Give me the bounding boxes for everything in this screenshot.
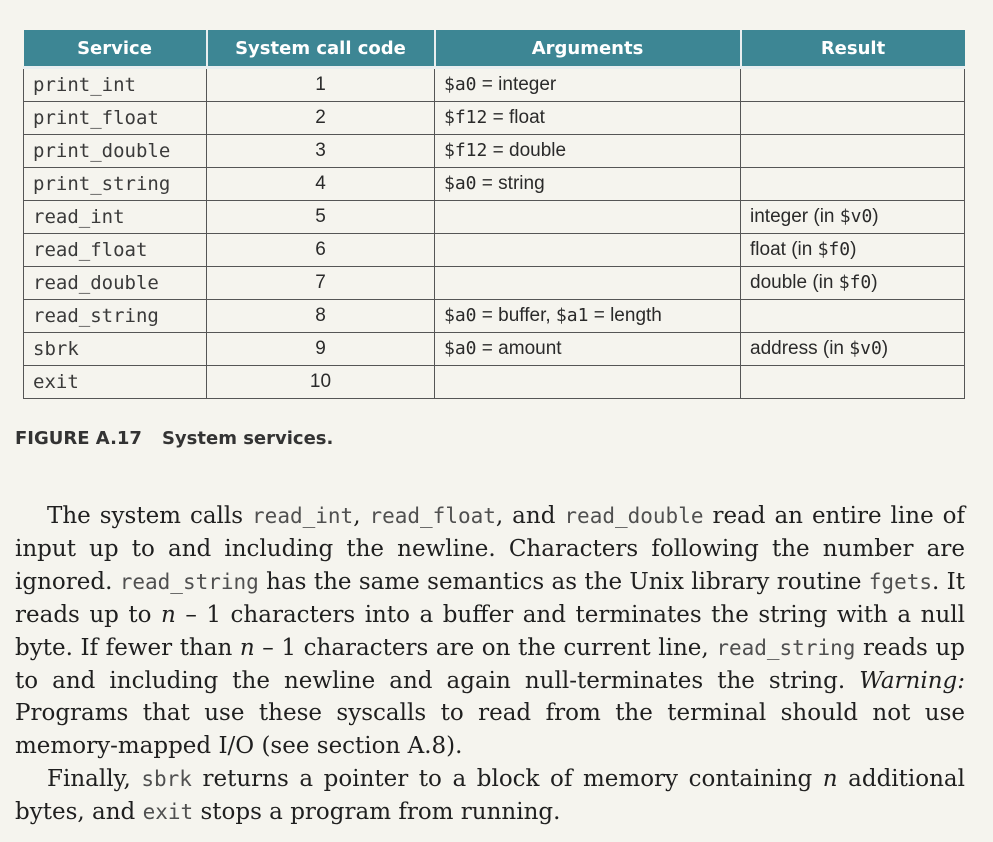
service-cell: exit	[24, 366, 207, 399]
text-run: Programs that use these syscalls to read from the terminal should not use memory-mapped I/O (see section A.8).	[15, 700, 965, 760]
table-row	[24, 234, 965, 267]
table-row	[24, 68, 965, 102]
text-run: read an entire line of input up to and including the newline. Characters following the number are ignored.	[15, 503, 965, 595]
text-run: – 1 characters are on the current line,	[254, 634, 717, 661]
text-run: additional bytes, and	[15, 766, 965, 826]
arguments-cell: $f12 = float	[435, 102, 741, 135]
inline-code: exit	[142, 800, 194, 825]
code-cell: 2	[207, 102, 435, 135]
code-cell: 6	[207, 234, 435, 267]
text-run: stops a program from running.	[193, 799, 561, 826]
text-run: returns a pointer to a block of memory containing	[191, 766, 823, 793]
inline-code: read_string	[716, 635, 856, 660]
table-body	[24, 68, 965, 399]
text-run: Finally,	[47, 766, 142, 793]
figure-caption	[15, 428, 333, 449]
service-cell: sbrk	[24, 333, 207, 366]
service-cell: print_double	[24, 135, 207, 168]
paragraph	[15, 763, 965, 829]
arguments-cell: $a0 = amount	[435, 333, 741, 366]
code-cell: 9	[207, 333, 435, 366]
result-cell: double (in $f0)	[741, 267, 965, 300]
body-text	[15, 500, 965, 829]
arguments-cell	[435, 201, 741, 234]
table-row	[24, 102, 965, 135]
figure-title: System services.	[161, 428, 334, 449]
code-cell: 5	[207, 201, 435, 234]
arguments-cell	[435, 234, 741, 267]
arguments-cell: $f12 = double	[435, 135, 741, 168]
inline-code: read_float	[369, 504, 496, 528]
paragraph	[15, 500, 965, 763]
table-row	[24, 168, 965, 201]
header-arguments: Arguments	[435, 30, 741, 68]
service-cell: print_int	[24, 68, 207, 102]
table-row	[24, 366, 965, 399]
table-header-row	[24, 30, 965, 68]
emphasis: Warning:	[859, 667, 965, 694]
inline-code: read_double	[564, 504, 704, 528]
arguments-cell: $a0 = string	[435, 168, 741, 201]
code-cell: 8	[207, 300, 435, 333]
service-cell: read_float	[24, 234, 207, 267]
text-run: . It reads up to	[15, 568, 965, 628]
service-cell: print_string	[24, 168, 207, 201]
code-cell: 3	[207, 135, 435, 168]
text-run: ,	[353, 503, 370, 529]
system-services-table	[23, 30, 965, 399]
code-cell: 7	[207, 267, 435, 300]
text-run: – 1 characters into a buffer and terminates the string with a null byte. If fewer than	[15, 601, 965, 661]
figure-number: FIGURE A.17	[15, 428, 142, 449]
result-cell	[741, 135, 965, 168]
arguments-cell: $a0 = buffer, $a1 = length	[435, 300, 741, 333]
emphasis: n	[239, 634, 255, 661]
header-system-call-code: System call code	[207, 30, 435, 68]
arguments-cell	[435, 267, 741, 300]
table-row	[24, 333, 965, 366]
inline-code: sbrk	[141, 767, 192, 792]
table-row	[24, 300, 965, 333]
service-cell: read_int	[24, 201, 207, 234]
result-cell: integer (in $v0)	[741, 201, 965, 234]
text-run: , and	[495, 503, 565, 529]
service-cell: read_string	[24, 300, 207, 333]
service-cell: print_float	[24, 102, 207, 135]
code-cell: 4	[207, 168, 435, 201]
result-cell	[741, 168, 965, 201]
inline-code: read_int	[252, 504, 354, 528]
result-cell	[741, 102, 965, 135]
header-service: Service	[24, 30, 207, 68]
result-cell	[741, 300, 965, 333]
result-cell: address (in $v0)	[741, 333, 965, 366]
arguments-cell: $a0 = integer	[435, 68, 741, 102]
service-cell: read_double	[24, 267, 207, 300]
inline-code: read_string	[119, 569, 259, 594]
header-result: Result	[741, 30, 965, 68]
text-run: reads up to and including the newline and again null-terminates the string.	[15, 634, 965, 694]
emphasis: n	[822, 766, 838, 793]
arguments-cell	[435, 366, 741, 399]
result-cell	[741, 366, 965, 399]
table-row	[24, 135, 965, 168]
text-run: has the same semantics as the Unix library routine	[258, 568, 869, 595]
text-run: The system calls	[47, 503, 253, 529]
code-cell: 1	[207, 68, 435, 102]
inline-code: fgets	[868, 569, 932, 594]
table-row	[24, 201, 965, 234]
code-cell: 10	[207, 366, 435, 399]
result-cell	[741, 68, 965, 102]
result-cell: float (in $f0)	[741, 234, 965, 267]
table-row	[24, 267, 965, 300]
emphasis: n	[161, 601, 176, 628]
